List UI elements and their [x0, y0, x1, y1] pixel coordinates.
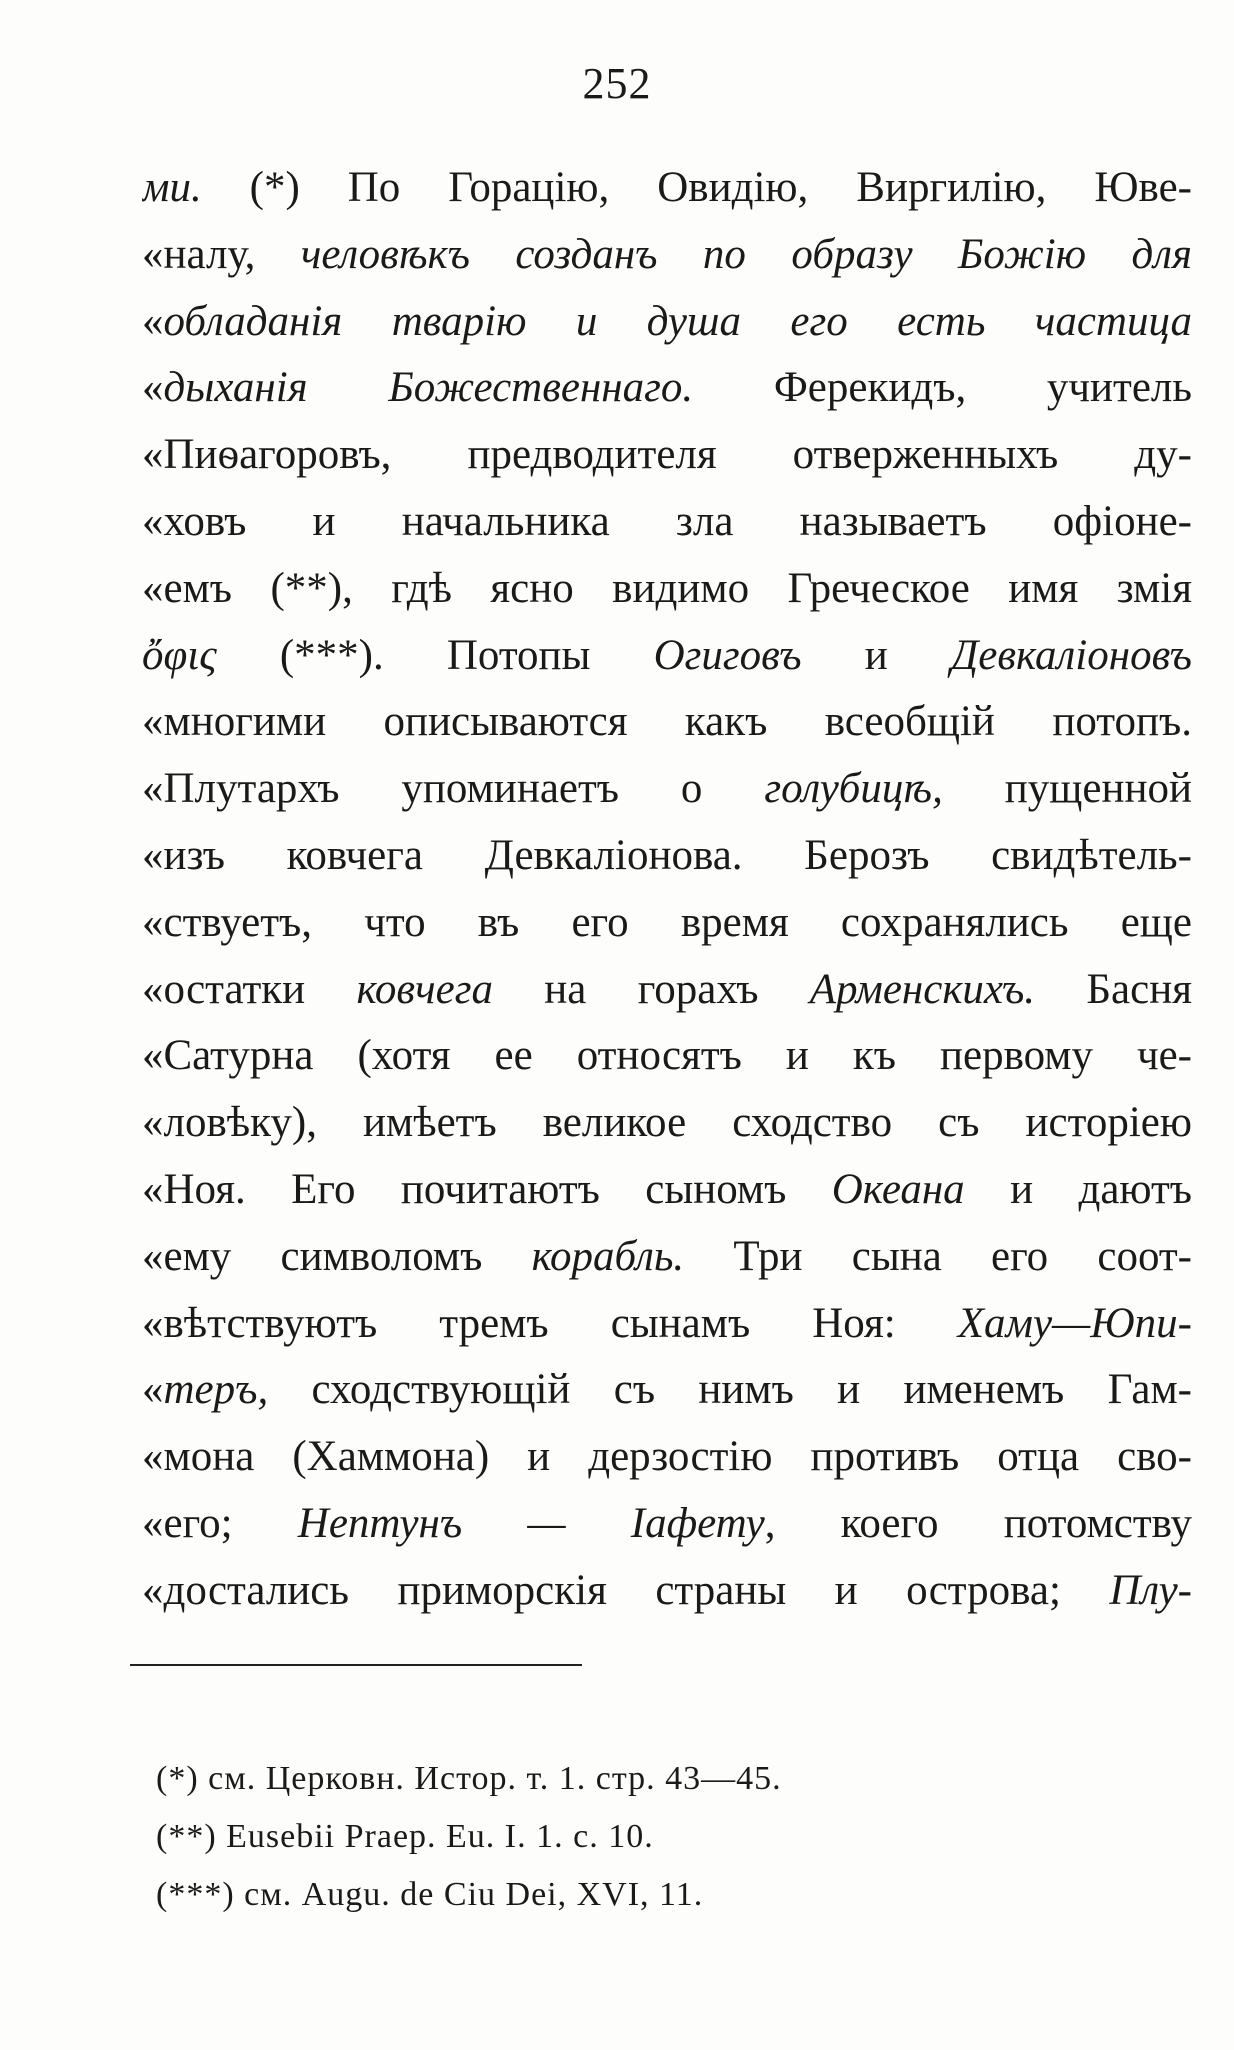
- text-line: [142, 289, 1192, 356]
- italic-text: ὄφις: [142, 631, 217, 679]
- italic-text: обладанія тварію и душа его есть частица: [163, 297, 1192, 345]
- text-segment: сходствующій съ нимъ и именемъ Гам-: [268, 1366, 1192, 1414]
- text-segment: (***). Потопы: [216, 631, 654, 679]
- text-line: [142, 1357, 1192, 1424]
- text-segment: «достались приморскія страны и острова;: [142, 1566, 1110, 1614]
- text-segment: «: [142, 1366, 164, 1414]
- italic-text: Плу-: [1109, 1566, 1192, 1614]
- text-segment: «Пиѳагоровъ, предводителя отверженныхъ ду-: [142, 431, 1192, 479]
- italic-text: Океана: [831, 1165, 965, 1213]
- text-line: [142, 1291, 1192, 1358]
- text-line: [142, 756, 1192, 823]
- text-line: [142, 556, 1192, 623]
- italic-text: теръ,: [163, 1366, 269, 1414]
- footnote-1: (*) см. Церковн. Истор. т. 1. стр. 43—45.: [156, 1760, 782, 1797]
- text-line: [142, 1157, 1192, 1224]
- italic-text: человѣкъ созданъ по образу Божію для: [300, 230, 1192, 278]
- text-segment: «мона (Хаммона) и дерзостію противъ отца сво-: [142, 1433, 1192, 1481]
- text-segment: «ловѣку), имѣетъ великое сходство съ исторіею: [142, 1099, 1192, 1147]
- text-line: [142, 689, 1192, 756]
- body-text: [142, 155, 1192, 1625]
- text-line: [142, 1224, 1192, 1291]
- italic-text: Хаму—Юпи-: [957, 1299, 1192, 1347]
- italic-text: голубицѣ,: [764, 765, 943, 813]
- text-segment: «вѣтствуютъ тремъ сынамъ Ноя:: [142, 1299, 958, 1347]
- text-segment: «налу,: [142, 230, 301, 278]
- footnote-divider: [130, 1664, 582, 1666]
- italic-text: дыханія Божественнаго.: [163, 364, 694, 412]
- text-segment: «Плутархъ упоминаетъ о: [142, 765, 765, 813]
- footnote-3: (***) см. Augu. de Ciu Dei, XVI, 11.: [156, 1876, 704, 1913]
- text-line: [142, 422, 1192, 489]
- text-segment: и даютъ: [964, 1165, 1192, 1213]
- text-line: [142, 155, 1192, 222]
- text-segment: пущенной: [942, 765, 1192, 813]
- italic-text: корабль.: [531, 1232, 685, 1280]
- italic-text: ковчега: [356, 965, 493, 1013]
- text-segment: «ствуетъ, что въ его время сохранялись еще: [142, 898, 1192, 946]
- text-segment: Ферекидъ, учитель: [693, 364, 1192, 412]
- text-segment: «ховъ и начальника зла называетъ офіоне-: [142, 497, 1192, 545]
- text-segment: «многими описываются какъ всеобщій потопъ.: [142, 698, 1192, 746]
- text-line: [142, 1023, 1192, 1090]
- italic-text: Арменскихъ.: [809, 965, 1036, 1013]
- text-line: [142, 1424, 1192, 1491]
- text-segment: и: [801, 631, 951, 679]
- text-line: [142, 489, 1192, 556]
- text-segment: «емъ (**), гдѣ ясно видимо Греческое имя змія: [142, 564, 1192, 612]
- page-number: 252: [582, 59, 652, 108]
- italic-text: Девкаліоновъ: [950, 631, 1192, 679]
- italic-text: Огиговъ: [653, 631, 802, 679]
- text-segment: «Сатурна (хотя ее относятъ и къ первому че-: [142, 1032, 1192, 1080]
- text-line: [142, 355, 1192, 422]
- text-line: [142, 823, 1192, 890]
- text-segment: Басня: [1035, 965, 1192, 1013]
- text-segment: на горахъ: [492, 965, 810, 1013]
- italic-text: ми.: [142, 164, 250, 211]
- text-line: [142, 1491, 1192, 1558]
- text-segment: «: [142, 364, 164, 412]
- text-segment: (*) По Горацію, Овидію, Виргилію, Юве-: [249, 164, 1192, 211]
- text-segment: , коего потомству: [764, 1499, 1192, 1547]
- text-segment: «Ноя. Его почитаютъ сыномъ: [142, 1165, 832, 1213]
- text-line: [142, 957, 1192, 1024]
- text-segment: Три сына его соот-: [684, 1232, 1192, 1280]
- text-segment: «ему символомъ: [142, 1232, 532, 1280]
- footnote-2: (**) Eusebii Praep. Eu. I. 1. c. 10.: [156, 1818, 654, 1855]
- text-line: [142, 1558, 1192, 1625]
- text-segment: «остатки: [142, 965, 357, 1013]
- text-line: [142, 890, 1192, 957]
- text-line: [142, 1090, 1192, 1157]
- text-line: [142, 222, 1192, 289]
- footnotes: [156, 1750, 1056, 1924]
- italic-text: Нептунъ — Іафету: [297, 1499, 765, 1547]
- text-segment: «изъ ковчега Девкаліонова. Берозъ свидѣтель-: [142, 831, 1192, 879]
- text-line: [142, 623, 1192, 690]
- text-segment: «его;: [142, 1499, 298, 1547]
- text-segment: «: [142, 297, 164, 345]
